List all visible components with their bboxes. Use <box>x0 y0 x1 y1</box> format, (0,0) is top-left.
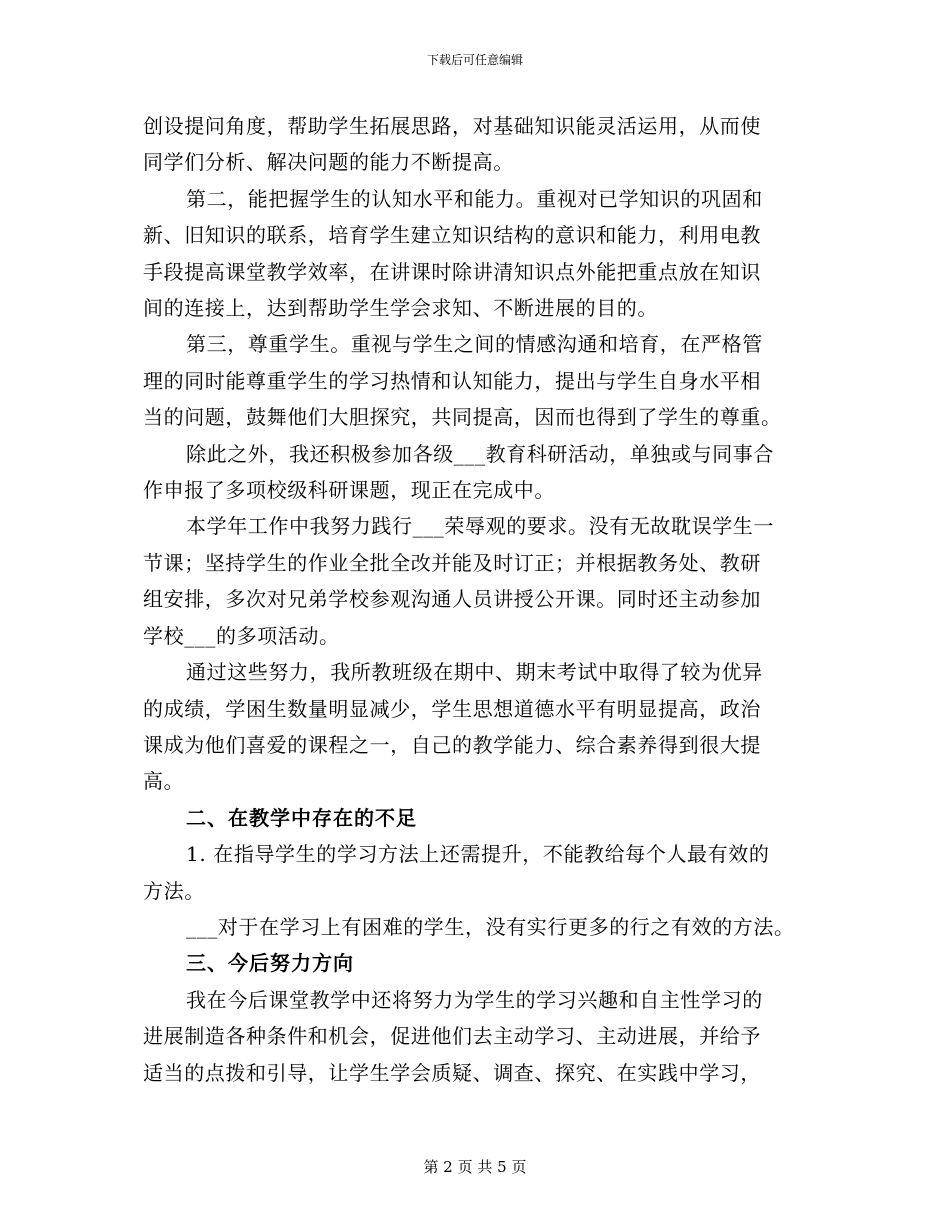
section-heading: 三、今后努力方向 <box>186 951 354 976</box>
text-line: 新、旧知识的联系，培育学生建立知识结构的意识和能力，利用电教 <box>143 223 761 248</box>
text-line: 本学年工作中我努力践行___荣辱观的要求。没有无故耽误学生一 <box>186 514 774 539</box>
text-line: 适当的点拨和引导，让学生学会质疑、调查、探究、在实践中学习， <box>143 1060 761 1085</box>
text-line: 我在今后课堂教学中还将努力为学生的学习兴趣和自主性学习的 <box>186 987 763 1012</box>
text-line: 间的连接上，达到帮助学生学会求知、不断进展的目的。 <box>143 296 658 321</box>
text-line: 方法。 <box>143 878 205 903</box>
text-line: 同学们分析、解决问题的能力不断提高。 <box>143 150 514 175</box>
text-line: 手段提高课堂教学效率，在讲课时除讲清知识点外能把重点放在知识 <box>143 259 761 284</box>
text-line: ___对于在学习上有困难的学生，没有实行更多的行之有效的方法。 <box>186 914 795 939</box>
text-line: 通过这些努力，我所教班级在期中、期末考试中取得了较为优异 <box>186 660 763 685</box>
text-line: 进展制造各种条件和机会，促进他们去主动学习、主动进展，并给予 <box>143 1024 761 1049</box>
page-number-footer: 第 2 页 共 5 页 <box>423 1158 527 1176</box>
text-line: 除此之外，我还积极参加各级___教育科研活动，单独或与同事合 <box>186 441 774 466</box>
text-line: 第三，尊重学生。重视与学生之间的情感沟通和培育，在严格管 <box>186 332 763 357</box>
text-line: 1. 在指导学生的学习方法上还需提升，不能教给每个人最有效的 <box>186 842 770 867</box>
text-line: 理的同时能尊重学生的学习热情和认知能力，提出与学生自身水平相 <box>143 368 761 393</box>
text-line: 作申报了多项校级科研课题，现正在完成中。 <box>143 478 555 503</box>
text-line: 的成绩，学困生数量明显减少，学生思想道德水平有明显提高，政治 <box>143 696 761 721</box>
text-line: 当的问题，鼓舞他们大胆探究，共同提高，因而也得到了学生的尊重。 <box>143 405 782 430</box>
text-line: 创设提问角度，帮助学生拓展思路，对基础知识能灵活运用，从而使 <box>143 114 761 138</box>
page-header: 下载后可任意编辑 <box>426 53 523 67</box>
section-heading: 二、在教学中存在的不足 <box>186 805 417 830</box>
text-line: 节课；坚持学生的作业全批全改并能及时订正；并根据教务处、教研 <box>143 550 761 575</box>
text-line: 课成为他们喜爱的课程之一，自己的教学能力、综合素养得到很大提 <box>143 732 761 757</box>
text-line: 高。 <box>143 769 185 794</box>
text-line: 组安排，多次对兄弟学校参观沟通人员讲授公开课。同时还主动参加 <box>143 587 761 612</box>
text-line: 学校___的多项活动。 <box>143 623 340 648</box>
text-line: 第二，能把握学生的认知水平和能力。重视对已学知识的巩固和 <box>186 186 763 211</box>
document-body <box>143 108 808 1091</box>
